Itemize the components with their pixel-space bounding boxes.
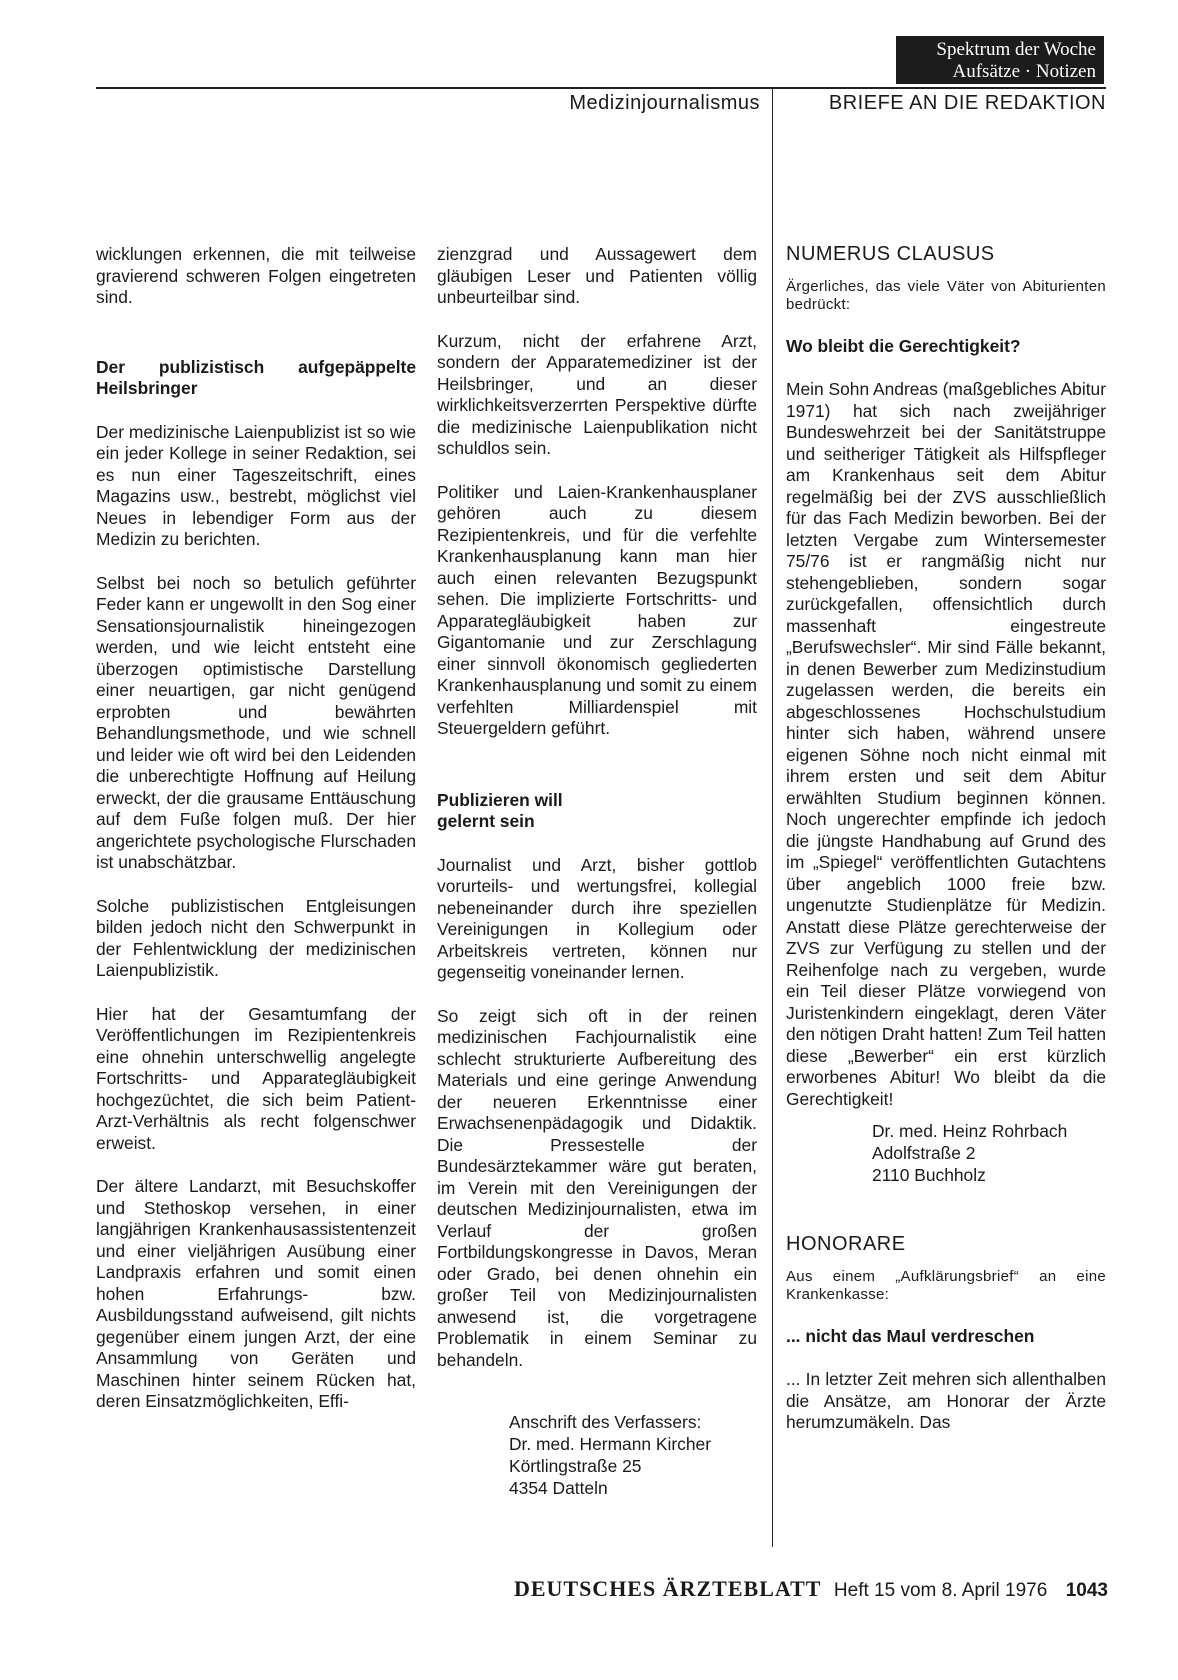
issue-info: Heft 15 vom 8. April 1976	[833, 1580, 1048, 1601]
subheading-line-2: gelernt sein	[437, 811, 535, 831]
subheading	[437, 790, 757, 833]
paragraph: Hier hat der Gesamtumfang der Veröffentlichungen im Rezipientenkreis eine ohnehin unterschwellig angelegte Fortschritts- und Apparategläubigkeit hochgezüchtet, die sich beim Patient-Arzt-Verhältnis als recht folgenschwer erweist.	[96, 1003, 416, 1153]
letter-heading: ... nicht das Maul verdreschen	[786, 1325, 1035, 1346]
header-rule	[96, 87, 1106, 89]
rubric-numerus-clausus: NUMERUS CLAUSUS	[786, 243, 995, 265]
subheading-line-1: Publizieren will	[437, 789, 563, 810]
letter-intro: Aus einem „Aufklärungsbrief“ an eine Krankenkasse:	[786, 1267, 1106, 1303]
address-street: Körtlingstraße 25	[509, 1456, 642, 1476]
letter-intro: Ärgerliches, das viele Väter von Abiturienten bedrückt:	[786, 277, 1106, 313]
paragraph: Kurzum, nicht der erfahrene Arzt, sondern der Apparatemediziner ist der Heilsbringer, und an dieser wirklichkeitsverzerrten Perspektive dürfte die medizinische Laienpublikation nicht schuldlos sein.	[437, 330, 757, 458]
signature-name: Dr. med. Heinz Rohrbach	[872, 1121, 1068, 1141]
column-divider	[772, 87, 773, 1547]
paragraph: Selbst bei noch so betulich geführter Feder kann er ungewollt in den Sog einer Sensationsjournalistik hineingezogen werden, und wie leicht entsteht eine überzogen optimistische Darstellung einer neuartigen, gar nicht genügend erprobten und bewährten Behandlungsmethode, und wie schnell und leider wie oft wird bei den Leidenden die unberechtigte Hoffnung auf Heilung erweckt, der die grausame Enttäuschung auf dem Fuße folgen muß. Der hier angerichtete psychologische Flurschaden ist unabschätzbar.	[96, 572, 416, 872]
letters-column	[786, 244, 1106, 1456]
rubric-honorare: HONORARE	[786, 1233, 906, 1255]
letter-body: ... In letzter Zeit mehren sich allenthalben die Ansätze, am Honorar der Ärzte herumzumäkeln. Das	[786, 1369, 1106, 1432]
section-title-right: BRIEFE AN DIE REDAKTION	[828, 92, 1106, 114]
address-city: 4354 Datteln	[509, 1478, 608, 1498]
section-badge	[896, 36, 1104, 84]
paragraph: Der medizinische Laienpublizist ist so wie ein jeder Kollege in seiner Redaktion, sei es nun einer Tageszeitschrift, eines Magazins usw., bestrebt, möglichst viel Neues in lebendiger Form aus der Medizin zu berichten.	[96, 421, 416, 549]
signature-city: 2110 Buchholz	[872, 1165, 986, 1185]
paragraph: Politiker und Laien-Krankenhausplaner gehören auch zu diesem Rezipientenkreis, und für die verfehlte Krankenhausplanung kann man hier auch einen relevanten Bezugspunkt sehen. Die implizierte Fortschritts- und Apparategläubigkeit haben zur Gigantomanie und zur Zerschlagung einer sinnvoll ökonomisch gegliederten Krankenhausplanung und somit zu einem verfehlten Milliardenspiel mit Steuergeldern geführt.	[437, 481, 758, 738]
page-footer	[490, 1576, 1108, 1602]
masthead: DEUTSCHES ÄRZTEBLATT	[513, 1576, 822, 1601]
article-column-2	[437, 244, 757, 1499]
paragraph: zienzgrad und Aussagewert dem gläubigen Leser und Patienten völlig unbeurteilbar sind.	[437, 244, 757, 307]
address-name: Dr. med. Hermann Kircher	[509, 1434, 711, 1454]
signature-street: Adolfstraße 2	[872, 1143, 976, 1163]
letter-signature	[872, 1120, 1106, 1186]
badge-line-1: Spektrum der Woche	[936, 39, 1096, 60]
paragraph: Solche publizistischen Entgleisungen bilden jedoch nicht den Schwerpunkt in der Fehlentwicklung der medizinischen Laienpublizistik.	[96, 895, 416, 980]
article-column-1	[96, 244, 416, 1435]
address-label: Anschrift des Verfassers:	[509, 1412, 702, 1432]
section-title-left: Medizinjournalismus	[569, 92, 760, 114]
letter-heading: Wo bleibt die Gerechtigkeit?	[786, 335, 1021, 356]
author-address	[509, 1411, 757, 1499]
badge-line-2: Aufsätze · Notizen	[952, 61, 1096, 82]
paragraph: wicklungen erkennen, die mit teilweise gravierend schweren Folgen eingetreten sind.	[96, 244, 416, 307]
page-number: 1043	[1065, 1580, 1108, 1601]
paragraph: So zeigt sich oft in der reinen medizinischen Fachjournalistik eine schlecht strukturierte Aufbereitung des Materials und eine geringe Anwendung der neueren Erkenntnisse einer Erwachsenenpädagogik und Didaktik. Die Pressestelle der Bundesärztekammer wäre gut beraten, im Verein mit den Vereinigungen der deutschen Medizinjournalisten, etwa im Verlauf der großen Fortbildungskongresse in Davos, Meran oder Grado, bei denen ohnehin ein großer Teil von Medizinjournalisten anwesend ist, die vorgetragene Problematik in einem Seminar zu behandeln.	[437, 1005, 757, 1370]
paragraph: Journalist und Arzt, bisher gottlob vorurteils- und wertungsfrei, kollegial nebeneinander durch ihre speziellen Vereinigungen in Kollegium oder Arbeitskreis vertreten, können nur gegenseitig voneinander lernen.	[437, 854, 757, 982]
letter-body: Mein Sohn Andreas (maßgebliches Abitur 1971) hat sich nach zweijähriger Bundeswehrzeit bei der Sanitätstruppe und seitheriger Tätigkeit als Hilfspfleger am Krankenhaus seit dem Abitur regelmäßig bei der ZVS ausschließlich für das Fach Medizin beworben. Bei der letzten Vergabe zum Wintersemester 75/76 ist er rangmäßig nicht nur stehengeblieben, sondern sogar zurückgefallen, offensichtlich durch massenhaft eingestreute „Berufswechsler“. Mir sind Fälle bekannt, in denen Bewerber zum Medizinstudium zugelassen werden, die bereits ein abgeschlossenes Hochschulstudium hinter sich haben, während unsere eigenen Söhne noch nicht einmal mit ihrem ersten und seit dem Abitur erwählten Studium beginnen können. Noch ungerechter empfinde ich jedoch die jüngste Handhabung auf Grund des im „Spiegel“ veröffentlichten Gutachtens über angeblich 1000 freie bzw. ungenutzte Studienplätze für Medizin. Anstatt diese Plätze gerechterweise der ZVS zur Verfügung zu stellen und der Reihenfolge nach zu vergeben, wurde ein Teil dieser Plätze vorwiegend von Juristenkindern eingeklagt, deren Väter den nötigen Draht hatten! Zum Teil hatten diese „Bewerber“ ein erst kürzlich erworbenes Abitur! Wo bleibt da die Gerechtigkeit!	[786, 379, 1106, 1109]
subheading: Der publizistisch aufgepäppelte Heilsbringer	[96, 356, 416, 398]
paragraph: Der ältere Landarzt, mit Besuchskoffer und Stethoskop versehen, in einer langjährigen Krankenhausassistentenzeit und einer vieljährigen Ausübung einer Landpraxis erfahren und somit einen hohen Erfahrungs- bzw. Ausbildungsstand aufweisend, gilt nichts gegenüber einem jungen Arzt, der eine Ansammlung von Geräten und Maschinen hinter seinem Rücken hat, deren Einsatzmöglichkeiten, Effi-	[96, 1176, 416, 1411]
